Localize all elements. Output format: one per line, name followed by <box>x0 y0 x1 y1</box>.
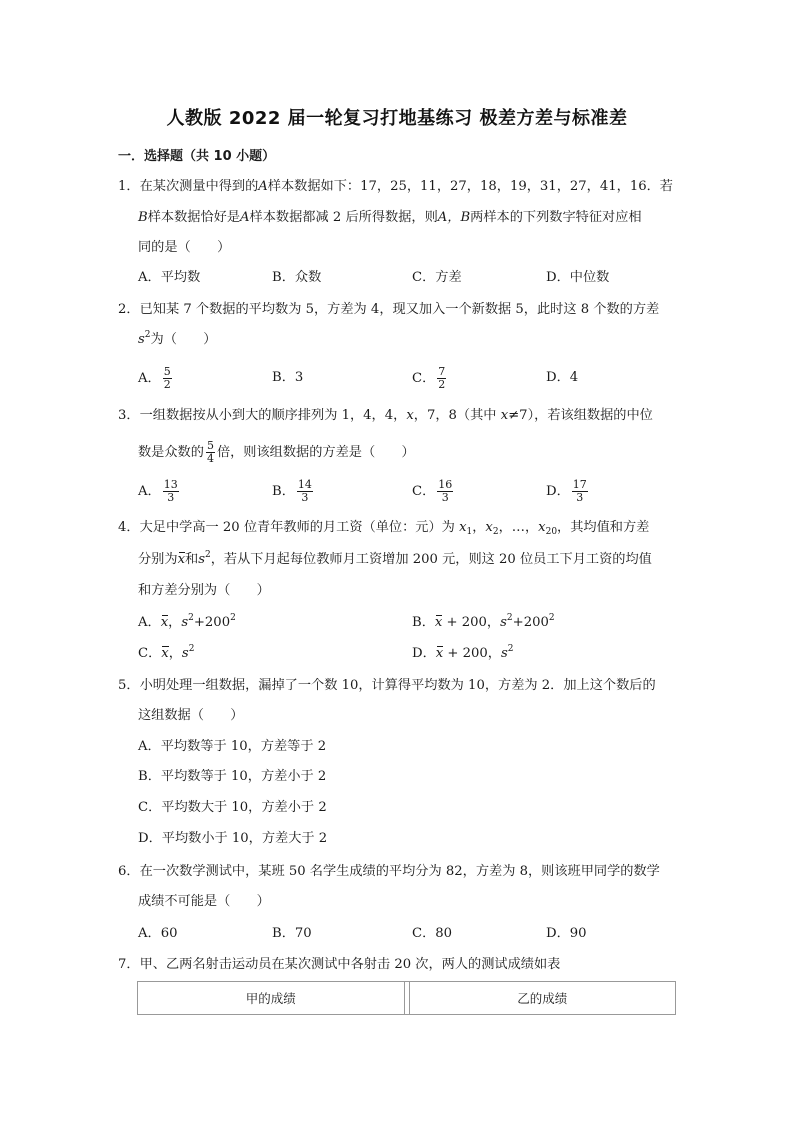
question-2-option-d: D．4 <box>546 370 579 385</box>
question-1-option-b: B．众数 <box>272 270 322 285</box>
section-heading: 一．选择题（共 10 小题） <box>118 149 276 164</box>
scores-table <box>137 981 676 1015</box>
question-5-option-a: A．平均数等于 10，方差等于 2 <box>138 739 327 754</box>
question-2-line-1: 2．已知某 7 个数据的平均数为 5，方差为 4，现又加入一个新数据 5，此时这 8 个数的方差 <box>118 302 660 317</box>
question-3-option-d: D． $\frac{17}{3}$ <box>546 478 587 504</box>
question-6-line-2: 成绩不可能是（ ） <box>138 894 270 909</box>
question-5-option-c: C．平均数大于 10，方差小于 2 <box>138 800 327 815</box>
question-7-line-1: 7．甲、乙两名射击运动员在某次测试中各射击 20 次，两人的测试成绩如表 <box>118 957 561 972</box>
question-6-option-c: C．80 <box>412 926 453 941</box>
question-2-line-2: $s^2$为（ ） <box>138 330 217 347</box>
question-4-option-d: D．x + 200，$s^2$ <box>412 644 514 664</box>
question-3-option-b: B． $\frac{14}{3}$ <box>272 478 312 504</box>
question-1-line-2: B样本数据恰好是A样本数据都减 2 后所得数据，则A，B两样本的下列数字特征对应相 <box>138 210 642 225</box>
question-1-option-a: A．平均数 <box>138 270 201 285</box>
question-1-option-d: D．中位数 <box>546 270 610 285</box>
question-6-option-a: A．60 <box>138 926 178 941</box>
question-5-option-b: B．平均数等于 10，方差小于 2 <box>138 769 327 784</box>
question-4-line-1: 4．大足中学高一 20 位青年教师的月工资（单位：元）为 $x_1$，$x_2$，…，$x_{20}$，其均值和方差 <box>118 520 650 537</box>
question-5-line-1: 5．小明处理一组数据，漏掉了一个数 10，计算得平均数为 10，方差为 2．加上这个数后的 <box>118 678 656 693</box>
question-6-line-1: 6．在一次数学测试中，某班 50 名学生成绩的平均分为 82，方差为 8，则该班甲同学的数学 <box>118 864 660 879</box>
question-4-line-3: 和方差分别为（ ） <box>138 583 270 598</box>
table-row <box>138 982 676 1015</box>
question-3-line-2: 数是众数的 $\frac{5}{4}$ 倍，则该组数据的方差是（ ） <box>138 439 415 465</box>
question-6-option-d: D．90 <box>546 926 587 941</box>
question-1-line-1: 1．在某次测量中得到的A样本数据如下：17，25，11，27，18，19，31，27，41，16．若 <box>118 179 673 194</box>
document-title: 人教版 2022 届一轮复习打地基练习 极差方差与标准差 <box>166 108 628 129</box>
question-4-option-c: C．x，$s^2$ <box>138 644 194 664</box>
question-3-line-1: 3．一组数据按从小到大的顺序排列为 1，4，4，x，7，8（其中 x≠7），若该组数据的中位 <box>118 408 653 423</box>
question-2-option-b: B．3 <box>272 370 304 385</box>
question-3-option-c: C． $\frac{16}{3}$ <box>412 478 453 504</box>
question-1-line-3: 同的是（ ） <box>138 240 231 255</box>
question-4-option-a: A．x，$s^2+200^2$ <box>138 613 236 633</box>
question-4-option-b: B．x + 200，$s^2+200^2$ <box>412 613 555 633</box>
question-5-line-2: 这组数据（ ） <box>138 708 244 723</box>
question-5-option-d: D．平均数小于 10，方差大于 2 <box>138 831 328 846</box>
question-6-option-b: B．70 <box>272 926 312 941</box>
question-2-option-c: C． $\frac{7}{2}$ <box>412 365 446 391</box>
question-4-line-2: 分别为x和$s^2$，若从下月起每位教师月工资增加 200 元，则这 20 位员工下月工资的均值 <box>138 550 652 570</box>
table-header-jia: 甲的成绩 <box>138 982 405 1015</box>
table-header-yi: 乙的成绩 <box>409 982 676 1015</box>
question-2-option-a: A． $\frac{5}{2}$ <box>138 365 171 391</box>
question-3-option-a: A． $\frac{13}{3}$ <box>138 478 178 504</box>
question-1-option-c: C．方差 <box>412 270 462 285</box>
